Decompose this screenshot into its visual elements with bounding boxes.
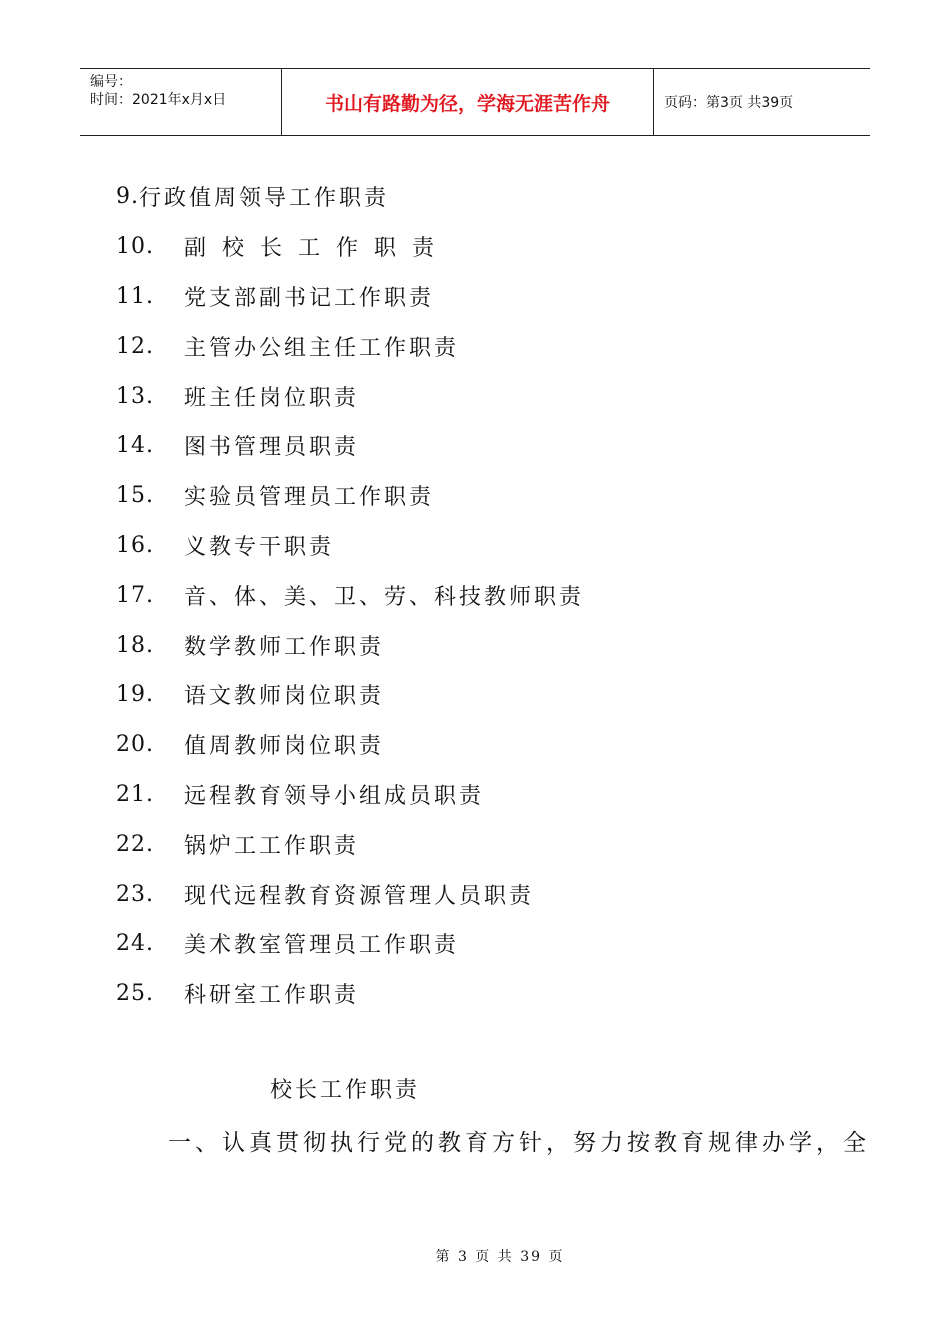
header-meta — [80, 69, 282, 135]
toc-item-number: 11. — [116, 283, 154, 309]
toc-item-text: 锅炉工工作职责 — [184, 833, 360, 859]
header-motto: 书山有路勤为径，学海无涯苦作舟 — [282, 69, 654, 135]
toc-item — [116, 222, 584, 272]
toc-item-text: 班主任岗位职责 — [184, 385, 360, 411]
toc-item-text: 值周教师岗位职责 — [184, 734, 385, 760]
toc-item-number: 9. — [116, 184, 139, 210]
toc-item — [116, 770, 584, 820]
toc-item-number: 22. — [116, 831, 154, 857]
toc-item — [116, 969, 584, 1019]
toc-item-number: 14. — [116, 433, 154, 459]
toc-item-number: 20. — [116, 732, 154, 758]
toc-item — [116, 421, 584, 471]
toc-item — [116, 869, 584, 919]
toc-item-number: 18. — [116, 632, 154, 658]
toc-item-number: 24. — [116, 931, 154, 957]
toc-item — [116, 172, 584, 222]
toc-item-text: 美术教室管理员工作职责 — [184, 933, 460, 959]
body-paragraph: 一、认真贯彻执行党的教育方针，努力按教育规律办学，全 — [168, 1130, 870, 1156]
toc-item — [116, 819, 584, 869]
toc-item-text: 远程教育领导小组成员职责 — [184, 783, 485, 809]
toc-item-text: 科研室工作职责 — [184, 983, 360, 1009]
toc-item — [116, 321, 584, 371]
toc-item-text: 数学教师工作职责 — [184, 634, 385, 660]
toc-item-number: 10. — [116, 234, 154, 260]
section-title: 校长工作职责 — [270, 1078, 421, 1103]
toc-item-text: 义教专干职责 — [184, 534, 335, 560]
toc-item-number: 16. — [116, 532, 154, 558]
toc-item — [116, 720, 584, 770]
toc-item-number: 23. — [116, 881, 154, 907]
toc-item-text: 音、体、美、卫、劳、科技教师职责 — [184, 584, 585, 610]
table-of-contents — [116, 172, 584, 1019]
toc-item-number: 21. — [116, 781, 154, 807]
toc-item — [116, 371, 584, 421]
toc-item-number: 17. — [116, 582, 154, 608]
toc-item-text: 现代远程教育资源管理人员职责 — [184, 883, 535, 909]
toc-item — [116, 670, 584, 720]
toc-item-number: 15. — [116, 483, 154, 509]
toc-item — [116, 919, 584, 969]
toc-item — [116, 471, 584, 521]
page-footer: 第 3 页 共 39 页 — [435, 1249, 565, 1265]
toc-item — [116, 620, 584, 670]
toc-item-text: 实验员管理员工作职责 — [184, 485, 435, 511]
page-header — [80, 68, 870, 136]
toc-item-text: 党支部副书记工作职责 — [184, 285, 435, 311]
document-time-label: 时间：2021年x月x日 — [90, 92, 227, 108]
toc-item — [116, 570, 584, 620]
toc-item-text: 副校长工作职责 — [184, 236, 451, 262]
document-number-label: 编号： — [90, 74, 132, 90]
toc-item — [116, 272, 584, 322]
toc-item-number: 12. — [116, 333, 154, 359]
toc-item-number: 19. — [116, 682, 154, 708]
toc-item — [116, 521, 584, 571]
toc-item-number: 25. — [116, 981, 154, 1007]
toc-item-number: 13. — [116, 383, 154, 409]
toc-item-text: 图书管理员职责 — [184, 435, 360, 461]
toc-item-text: 行政值周领导工作职责 — [139, 186, 390, 212]
toc-item-text: 语文教师岗位职责 — [184, 684, 385, 710]
header-page-info: 页码：第3页 共39页 — [664, 95, 794, 111]
toc-item-text: 主管办公组主任工作职责 — [184, 335, 460, 361]
